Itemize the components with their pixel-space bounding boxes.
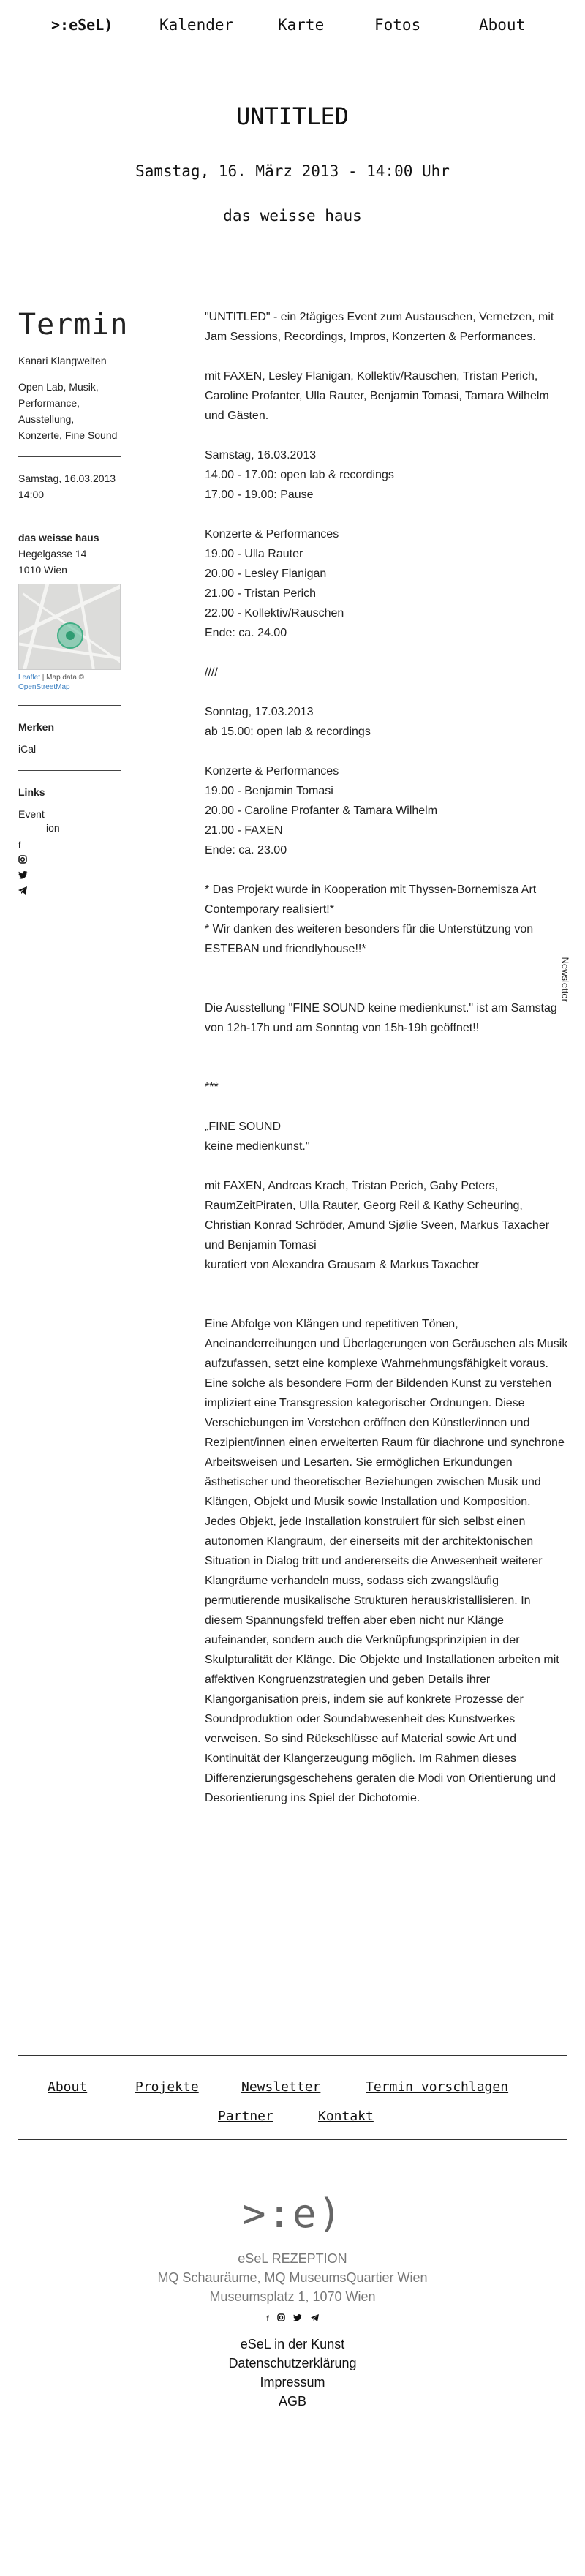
top-navigation xyxy=(51,15,548,41)
event-title: UNTITLED xyxy=(235,102,350,130)
description-paragraph: "UNTITLED" - ein 2tägiges Event zum Austauschen, Vernetzen, mit Jam Sessions, Recordings, Impros, Konzerten & Performances. xyxy=(205,311,554,343)
sidebar-social xyxy=(18,840,121,897)
footer-address xyxy=(0,2249,585,2306)
event-date: Samstag, 16. März 2013 - 14:00 Uhr xyxy=(135,162,450,180)
venue-name[interactable]: das weisse haus xyxy=(18,532,99,543)
nav-about[interactable]: About xyxy=(479,16,526,34)
footer-link-esel-in-der-kunst[interactable]: eSeL in der Kunst xyxy=(240,2337,345,2351)
nav-fotos[interactable]: Fotos xyxy=(374,16,421,34)
footer-link-termin-vorschlagen[interactable]: Termin vorschlagen xyxy=(366,2079,509,2095)
sidebar-date: Samstag, 16.03.2013 14:00 xyxy=(18,472,116,500)
event-venue: das weisse haus xyxy=(223,207,362,225)
merken-heading: Merken xyxy=(18,721,55,733)
telegram-icon[interactable] xyxy=(311,2313,319,2324)
divider xyxy=(18,705,121,706)
footer-social xyxy=(0,2313,585,2324)
event-link-suffix[interactable]: ion xyxy=(46,822,60,834)
footer-divider xyxy=(18,2139,567,2140)
divider xyxy=(18,770,121,771)
ical-link[interactable]: iCal xyxy=(18,743,37,755)
facebook-icon[interactable]: f xyxy=(266,2313,269,2324)
footer-divider xyxy=(18,2055,567,2056)
venue-street: Hegelgasse 14 xyxy=(18,548,87,560)
footer-location: MQ Schauräume, MQ MuseumsQuartier Wien xyxy=(157,2270,428,2285)
event-tags: Open Lab, Musik, Performance, Ausstellung, Konzerte, Fine Sound xyxy=(18,381,118,441)
description-paragraph: * Das Projekt wurde in Kooperation mit Thyssen-Bornemisza Art Contemporary realisiert!* * Wir danken des weiteren besonders für die Unterstützung von ESTEBAN und friendlyhouse!!* xyxy=(205,884,537,955)
footer-brand-logo[interactable]: >:e) xyxy=(241,2191,344,2237)
openstreetmap-link[interactable]: OpenStreetMap xyxy=(18,683,70,691)
newsletter-tab-label: Newsletter xyxy=(559,957,571,1002)
event-description xyxy=(205,307,570,1828)
twitter-icon[interactable] xyxy=(18,871,121,881)
footer-link-impressum[interactable]: Impressum xyxy=(260,2375,325,2389)
description-paragraph: mit FAXEN, Andreas Krach, Tristan Perich, Gaby Peters, RaumZeitPiraten, Ulla Rauter, Georg Reil & Kathy Scheuring, Christian Konrad Schröder, Amund Sjølie Sveen, Markus Taxacher und Benjamin Tomasi kuratiert von Alexandra Grausam & Markus Taxacher xyxy=(205,1180,550,1271)
description-paragraph: Konzerte & Performances 19.00 - Benjamin Tomasi 20.00 - Caroline Profanter & Tamara Wilhelm 21.00 - FAXEN Ende: ca. 23.00 xyxy=(205,765,438,856)
event-sidebar xyxy=(18,307,129,897)
map-attribution: Leaflet | Map data © OpenStreetMap xyxy=(18,674,85,691)
newsletter-tab[interactable] xyxy=(553,958,573,1024)
footer-legal-links xyxy=(0,2335,585,2411)
sidebar-heading: Termin xyxy=(18,308,129,342)
description-paragraph: mit FAXEN, Lesley Flanigan, Kollektiv/Rauschen, Tristan Perich, Caroline Profanter, Ulla Rauter, Benjamin Tomasi, Tamara Wilhelm und Gästen. xyxy=(205,370,549,422)
description-paragraph: Eine Abfolge von Klängen und repetitiven Tönen, Aneinanderreihungen und Überlagerungen von Geräuschen als Musik aufzufassen, setzt eine komplexe Wahrnehmungsfähigkeit voraus. Eine solche als besondere Form der Bildenden Kunst zu verstehen impliziert eine Transgression kategorischer Ordnungen. Diese Verschiebungen im Verstehen eröffnen den Künstler/innen und Rezipient/innen einen erweiterten Raum für diachrone und synchrone Arbeitsweisen und Lesarten. Sie ermöglichen Erkundungen ästhetischer und theoretischer Beziehungen zwischen Musik und Klängen, Objekt und Musik sowie Installation und Komposition. Jedes Objekt, jede Installation konstruiert für sich selbst einen autonomen Klangraum, der einerseits mit der architektonischen Situation in Dialog tritt und andererseits die Anwesenheit weiterer Klangräume verhandeln muss, sodass sich zwangsläufig permutierende musikalische Strukturen herauskristallisieren. In diesem Spannungsfeld treffen aber eben nicht nur Klänge aufeinander, sondern auch die Verknüpfungsprinzipien in der Skulpturalität der Klänge. Die Objekte und Installationen arbeiten mit affektiven Kongruenzstrategien und geben Details ihrer Klangorganisation preis, indem sie auf konkrete Prozesse der Soundproduktion oder Soundabwesenheit des Kunstwerkes verweisen. So sind Rückschlüsse auf Material sowie Art und Kontinuität der Klangerzeugung möglich. Im Rahmen dieses Differenzierungsgeschehens geraten die Modi von Orientierung und Desorientierung ins Spiel der Dichotomie. xyxy=(205,1318,568,1804)
divider xyxy=(18,456,121,457)
nav-kalender[interactable]: Kalender xyxy=(159,16,234,34)
telegram-icon[interactable] xyxy=(18,886,121,897)
site-logo[interactable]: >:eSeL) xyxy=(51,16,113,34)
description-paragraph: Sonntag, 17.03.2013 ab 15.00: open lab & recordings xyxy=(205,706,371,738)
instagram-icon[interactable] xyxy=(277,2313,285,2324)
nav-karte[interactable]: Karte xyxy=(278,16,325,34)
footer-link-datenschutz[interactable]: Datenschutzerklärung xyxy=(228,2356,357,2370)
links-heading: Links xyxy=(18,786,45,798)
event-link[interactable]: Event xyxy=(18,808,45,820)
footer-link-projekte[interactable]: Projekte xyxy=(135,2079,199,2095)
footer-link-agb[interactable]: AGB xyxy=(278,2394,306,2409)
instagram-icon[interactable] xyxy=(18,855,121,866)
description-paragraph: Die Ausstellung "FINE SOUND keine medienkunst." ist am Samstag von 12h-17h und am Sonntag von 15h-19h geöffnet!! xyxy=(205,1002,557,1034)
venue-map[interactable] xyxy=(18,584,121,670)
footer-link-newsletter[interactable]: Newsletter xyxy=(241,2079,321,2095)
leaflet-link[interactable]: Leaflet xyxy=(18,674,41,682)
footer-street: Museumsplatz 1, 1070 Wien xyxy=(209,2289,376,2304)
footer-org: eSeL REZEPTION xyxy=(238,2251,347,2266)
description-paragraph: *** xyxy=(205,1081,219,1093)
facebook-icon[interactable]: f xyxy=(18,840,21,850)
description-paragraph: Konzerte & Performances 19.00 - Ulla Rauter 20.00 - Lesley Flanigan 21.00 - Tristan Perich 22.00 - Kollektiv/Rauschen Ende: ca. 24.00 xyxy=(205,528,344,639)
event-category[interactable]: Kanari Klangwelten xyxy=(18,355,107,366)
twitter-icon[interactable] xyxy=(293,2313,302,2324)
description-paragraph: //// xyxy=(205,666,218,679)
venue-city: 1010 Wien xyxy=(18,564,67,576)
description-paragraph: „FINE SOUND keine medienkunst." xyxy=(205,1121,310,1153)
map-marker-icon[interactable] xyxy=(57,622,83,649)
footer-link-partner[interactable]: Partner xyxy=(218,2109,273,2124)
description-paragraph: Samstag, 16.03.2013 14.00 - 17.00: open lab & recordings 17.00 - 19.00: Pause xyxy=(205,449,394,501)
footer-link-about[interactable]: About xyxy=(48,2079,88,2095)
footer-link-kontakt[interactable]: Kontakt xyxy=(318,2109,374,2124)
